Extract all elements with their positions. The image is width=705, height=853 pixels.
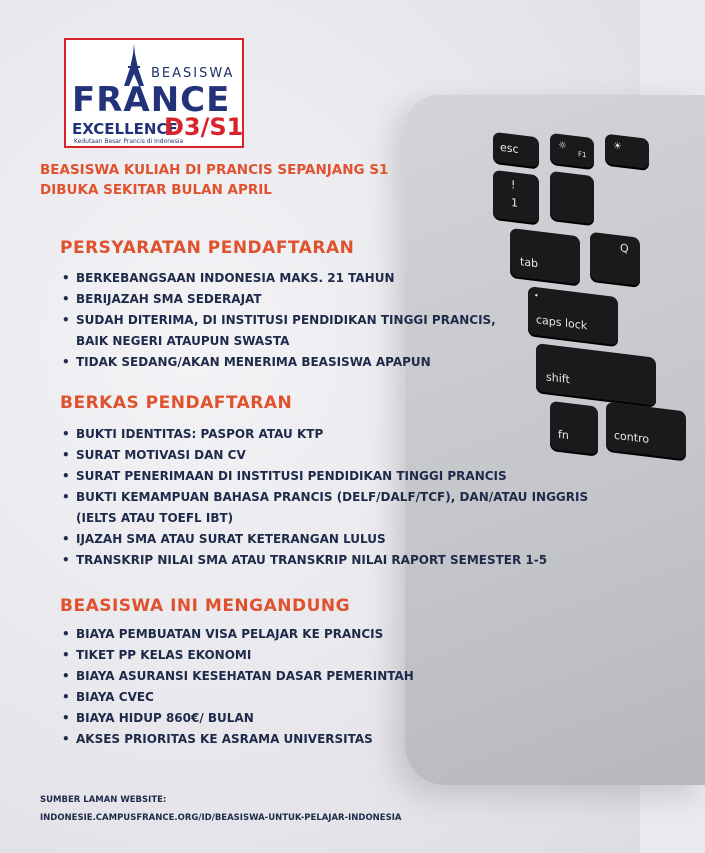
list-item: • AKSES PRIORITAS KE ASRAMA UNIVERSITAS (62, 729, 414, 750)
key-shift: shift (536, 343, 656, 406)
section-title-berkas: BERKAS PENDAFTARAN (60, 393, 293, 413)
logo-kedutaan: Kedutaan Besar Prancis di Indonesia (74, 138, 184, 145)
list-item: • TRANSKRIP NILAI SMA ATAU TRANSKRIP NILAI RAPORT SEMESTER 1-5 (62, 550, 588, 571)
section-title-mengandung: BEASISWA INI MENGANDUNG (60, 596, 351, 616)
list-berkas (62, 424, 588, 571)
section-title-persyaratan: PERSYARATAN PENDAFTARAN (60, 238, 355, 258)
key-fn: fn (550, 401, 598, 455)
headline-line-1: BEASISWA KULIAH DI PRANCIS SEPANJANG S1 (40, 162, 389, 178)
list-item: • TIDAK SEDANG/AKAN MENERIMA BEASISWA APAPUN (62, 352, 496, 373)
key-2 (550, 171, 594, 224)
list-item-continuation: (IELTS ATAU TOEFL IBT) (76, 511, 234, 525)
list-item: • TIKET PP KELAS EKONOMI (62, 645, 414, 666)
key-1: ! 1 (493, 170, 539, 224)
key-q: Q (590, 232, 640, 286)
logo (64, 38, 244, 148)
key-control: contro (606, 402, 686, 460)
list-item: • BUKTI KEMAMPUAN BAHASA PRANCIS (DELF/DALF/TCF), DAN/ATAU INGGRIS (62, 487, 588, 508)
logo-d3s1: D3/S1 (164, 113, 244, 141)
logo-beasiswa: BEASISWA (151, 66, 235, 81)
list-item: • BIAYA CVEC (62, 687, 414, 708)
source-label: SUMBER LAMAN WEBSITE: (40, 795, 167, 805)
list-item: • SUDAH DITERIMA, DI INSTITUSI PENDIDIKAN TINGGI PRANCIS, (62, 310, 496, 331)
list-persyaratan (62, 268, 496, 373)
logo-france: FRANCE (72, 80, 231, 120)
key-tab: tab (510, 228, 580, 285)
list-item: • BUKTI IDENTITAS: PASPOR ATAU KTP (62, 424, 588, 445)
headline-line-2: DIBUKA SEKITAR BULAN APRIL (40, 182, 272, 198)
list-item: • BIAYA PEMBUATAN VISA PELAJAR KE PRANCIS (62, 624, 414, 645)
logo-excellence: EXCELLENCE (72, 120, 178, 138)
list-item: • SURAT PENERIMAAN DI INSTITUSI PENDIDIKAN TINGGI PRANCIS (62, 466, 588, 487)
key-f1: ☼ F1 (550, 133, 594, 168)
key-f2: ☀ (605, 134, 649, 169)
source-url[interactable]: INDONESIE.CAMPUSFRANCE.ORG/ID/BEASISWA-UNTUK-PELAJAR-INDONESIA (40, 813, 402, 823)
key-caps: • caps lock (528, 286, 618, 345)
list-item: • BERIJAZAH SMA SEDERAJAT (62, 289, 496, 310)
headline (40, 160, 400, 200)
list-item: • BIAYA ASURANSI KESEHATAN DASAR PEMERINTAH (62, 666, 414, 687)
list-mengandung (62, 624, 414, 750)
list-item: • SURAT MOTIVASI DAN CV (62, 445, 588, 466)
list-item: • BIAYA HIDUP 860€/ BULAN (62, 708, 414, 729)
list-item: • IJAZAH SMA ATAU SURAT KETERANGAN LULUS (62, 529, 588, 550)
key-esc: esc (493, 132, 539, 168)
list-item-continuation: BAIK NEGERI ATAUPUN SWASTA (76, 334, 290, 348)
list-item: • BERKEBANGSAAN INDONESIA MAKS. 21 TAHUN (62, 268, 496, 289)
